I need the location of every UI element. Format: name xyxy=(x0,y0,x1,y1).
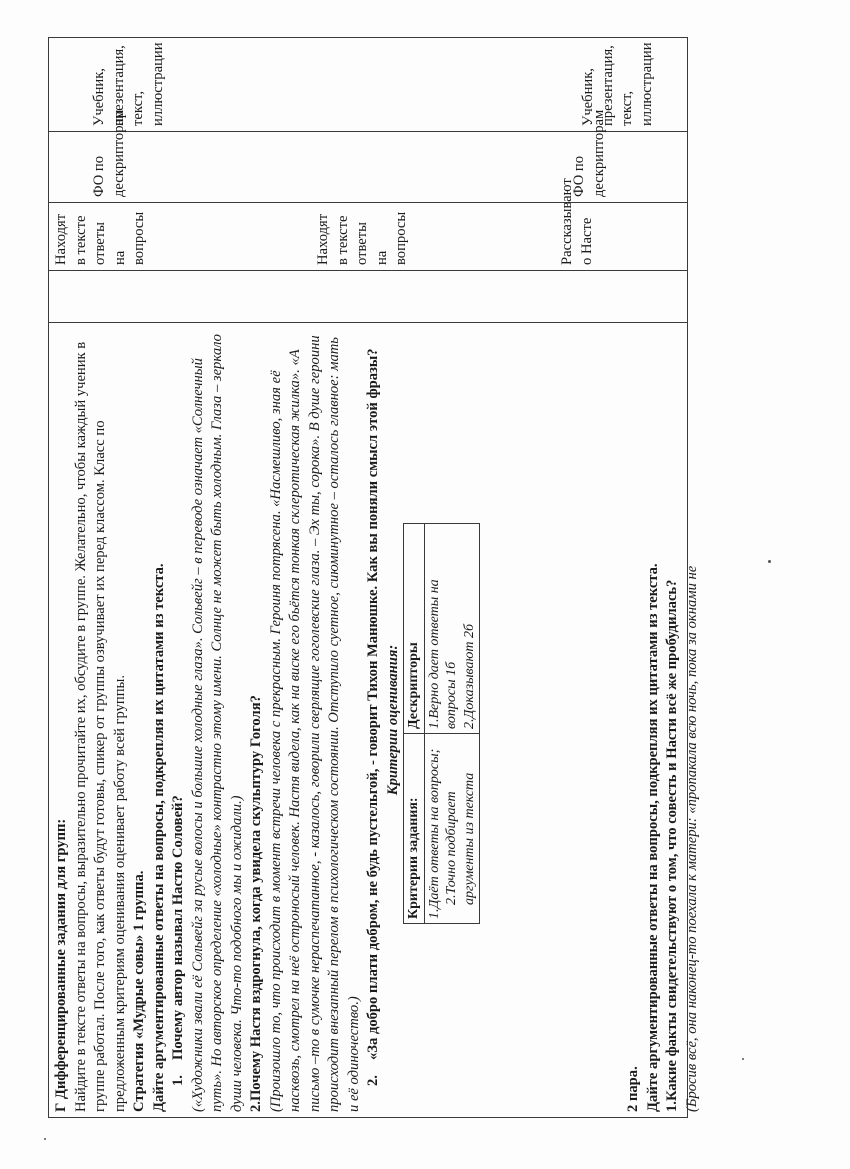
part-2-title: 2 пара. xyxy=(625,1066,641,1112)
descriptor-item-2: 2.Доказывают 2б xyxy=(461,623,477,729)
assessment-note-2: ФО по дескрипторам xyxy=(571,109,607,197)
part-2-block xyxy=(624,327,702,1112)
criteria-title: Критерии оценивания: xyxy=(384,644,401,796)
question-1-number: 1. xyxy=(170,1075,186,1086)
resources-note-2: Учебник, презентация, текст, иллюстрации xyxy=(580,42,655,126)
rotated-lesson-table-wrapper xyxy=(48,38,700,1118)
criteria-header-left: Критерии задания: xyxy=(404,734,425,924)
lesson-plan-table xyxy=(48,37,700,1118)
question-2-quote: (Произошло то, что происходит в момент встречи человека с прекрасным. Героиня потрясена. «Насмешливо, зная её насквозь, смотрел на неё остроносый человек. Настя видела, как на виске его бьётся тонкая склеротическая жилка». «А письмо –то в сумочке нераспечатанное, - казалось, говорили сверлящие гоголевские глаза. – Эх ты, сорока». В душе героини происходит внезапный перелом в психологическом состоянии. Отступило суетное, сиюминутное – осталось главное: мать и её одиночество.) xyxy=(267,335,362,1112)
criteria-right-cell xyxy=(424,524,480,734)
scan-speck xyxy=(768,560,771,563)
students-note-2: Находят в тексте ответы на вопросы xyxy=(315,211,409,265)
question-3 xyxy=(364,328,384,1112)
students-cell xyxy=(49,178,688,271)
resources-cell xyxy=(49,38,688,132)
criteria-item-2: 2.Точно подбирает аргументы из текста xyxy=(444,772,477,905)
resources-note-1: Учебник, презентация, текст, иллюстрации xyxy=(91,42,166,126)
students-note-1: Находят в тексте ответы на вопросы xyxy=(53,211,147,265)
assessment-cell xyxy=(49,109,688,203)
intro-text: Найдите в тексте ответы на вопросы, выразительно прочитайте их, обсудите в группе. Желательно, чтобы каждый ученик в группе работал. После того, как ответы будут готовы, спикер от группы озвучивает их перед классом. Класс по предложенным критериям оценивания оценивает работу всей группы. xyxy=(72,341,128,1112)
task-heading: Дайте аргументированные ответы на вопросы, подкрепляя их цитатами из текста. xyxy=(150,563,167,1112)
question-1-quote: («Художники звали её Сольвейг за русые волосы и большие холодные глаза». Сольвейг – в переводе означает «Солнечный путь». Но авторское определение «холодные» контрастно этому имени. Солнце не может быть холодным. Глаза – зеркало души человека. Что-то подобного мы и ожидали.) xyxy=(189,334,245,1112)
scan-speck xyxy=(742,1058,744,1060)
empty-column-cell xyxy=(49,271,688,323)
criteria-header-right: Дескрипторы xyxy=(404,524,425,734)
question-1 xyxy=(169,328,189,1112)
students-note-3: Рассказывают о Насте xyxy=(559,178,595,265)
question-2: 2.Почему Настя вздрогнула, когда увидела скульптуру Гоголя? xyxy=(248,695,264,1112)
criteria-left-cell xyxy=(424,734,480,924)
question-3-text: «За добро плати добром, не будь пустельгой, - говорит Тихон Манюшке. Как вы поняли смысл этой фразы? xyxy=(365,348,381,1060)
criteria-item-1: 1.Даёт ответы на вопросы; xyxy=(426,748,442,919)
part-2-question-1: 1.Какие факты свидетельствуют о том, что совесть и Насти всё же пробудилась? xyxy=(664,579,680,1112)
part-2-quote: (Бросив всё, она наконец-то поехала к матери: «пропакала всю ночь, пока за окнами не xyxy=(683,565,700,1112)
assessment-note-1: ФО по дескрипторам xyxy=(91,109,127,197)
question-1-text: Почему автор называл Настю Соловей? xyxy=(170,795,186,1060)
question-3-number: 2. xyxy=(365,1075,381,1086)
criteria-table xyxy=(403,523,480,924)
part-2-task: Дайте аргументированные ответы на вопросы, подкрепляя их цитатами из текста. xyxy=(644,563,661,1112)
strategy-title: Стратегия «Мудрые совы» 1 группа. xyxy=(131,870,147,1112)
section-title: Г Дифференцированные задания для групп: xyxy=(53,818,69,1112)
descriptor-item-1: 1.Верно дает ответы на вопросы 1б xyxy=(426,579,459,729)
activities-cell xyxy=(49,323,700,1118)
scan-speck xyxy=(44,1138,46,1140)
